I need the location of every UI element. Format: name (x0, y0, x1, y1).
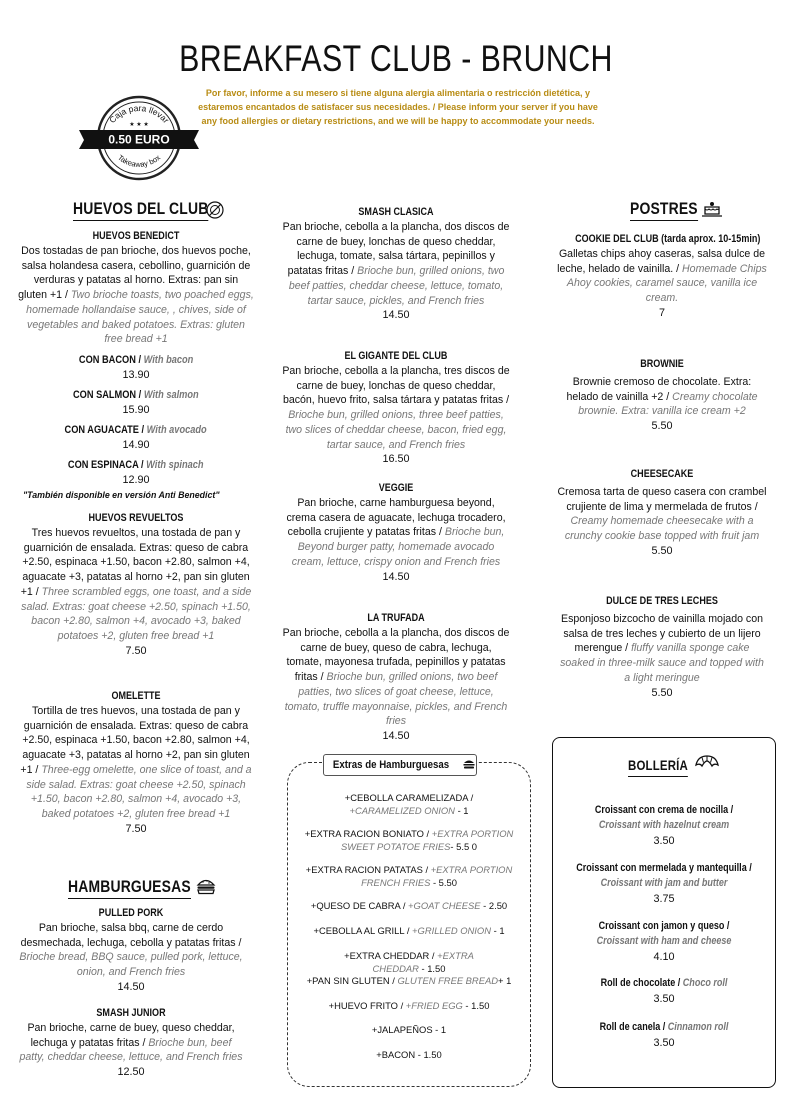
item-name: DULCE DE TRES LECHES (606, 595, 718, 607)
item-name: SMASH CLASICA (358, 206, 434, 218)
item-price: 14.50 (117, 980, 145, 993)
menu-item-trufada (282, 611, 510, 744)
item-name-en: Croissant with ham and cheese (596, 935, 732, 947)
extra-item: +EXTRA RACION PATATAS / +EXTRA PORTION FRENCH FRIES - 5.50 (305, 864, 513, 888)
allergy-line: any food allergies or dietary restrictions, and we will be happy to accommodate your needs. (201, 116, 595, 126)
item-description: Tortilla de tres huevos, una tostada de pan y guarnición de ensalada. Extras: queso de cabra +2.50, espinaca +1.50, bacon +2.80, salmon +4, aguacate +3, patatas al horno +2, pan sin gluten +1 / Three-egg omelette, one slice of toast, and a side salad. Extras: goat cheese +2.50, spinach +1.50, bacon +2.80, salmon +4, avocado +3, baked potatoes +2, gluten free bread +1 (20, 705, 252, 820)
section-heading-bolleria: BOLLERÍA (628, 755, 688, 777)
extras-title: Extras de Hamburguesas (323, 754, 477, 776)
takeaway-box-badge (79, 92, 199, 182)
item-name-en: Croissant with hazelnut cream (598, 819, 730, 831)
item-description: Pan brioche, salsa bbq, carne de cerdo desmechada, lechuga, cebolla y patatas fritas / Brioche bread, BBQ sauce, pulled pork, lettuce, onion, and French fries (19, 922, 243, 979)
item-name: HUEVOS REVUELTOS (88, 512, 184, 524)
item-description: Brownie cremoso de chocolate. Extra: helado de vainilla +2 / Creamy chocolate brownie. Extra: vanilla ice cream +2 (566, 376, 758, 418)
item-price: 12.50 (117, 1066, 145, 1079)
item-description: Esponjoso bizcocho de vainilla mojado con salsa de tres leches y cubierto de un lijero merengue / fluffy vanilla sponge cake soaked in three-milk sauce and topped with a light meringue (560, 613, 764, 684)
menu-item-gigante (282, 349, 510, 467)
cake-icon (701, 199, 723, 219)
bolleria-item (556, 976, 772, 1007)
extra-item: +BACON - 1.50 (376, 1049, 442, 1060)
menu-item-pulled-pork (18, 906, 244, 995)
item-name: Croissant con crema de nocilla / (594, 804, 734, 816)
menu-item-revueltos (18, 511, 254, 658)
variant-bacon: CON BACON / With bacon 13.90 (18, 350, 254, 383)
allergy-line: Por favor, informe a su mesero si tiene alguna alergia alimentaria o restricción dietética, y (205, 88, 591, 98)
item-name: Roll de chocolate / Choco roll (600, 977, 728, 989)
mini-burger-icon (463, 759, 475, 769)
item-description: Tres huevos revueltos, una tostada de pan y guarnición de ensalada. Extras: queso de cabra +2.50, espinaca +1.50, bacon +2.80, salmon +4, aguacate +3, patatas al horno +2, pan sin gluten +1 / Three scrambled eggs, one toast, and a side salad. Extras: goat cheese +2.50, spinach +1.50, bacon +2.80, salmon +4, avocado +3, baked potatoes +2, gluten free bread +1 (20, 527, 252, 642)
section-heading-hamburguesas: HAMBURGUESAS (68, 877, 191, 899)
item-price: 14.50 (382, 570, 410, 583)
variant-avocado: CON AGUACATE / With avocado 14.90 (18, 420, 254, 453)
menu-item-veggie (282, 481, 510, 584)
item-price: 7 (658, 306, 665, 319)
extra-item: +EXTRA RACION BONIATO / +EXTRA PORTION SWEET POTATOE FRIES- 5.5 0 (304, 828, 514, 852)
item-price: 15.90 (122, 404, 150, 416)
item-description: Galletas chips ahoy caseras, salsa dulce de leche, helado de vainilla. / Homemade Chips Ahoy cookies, caramel sauce, vanilla ice cream. (557, 248, 767, 305)
extra-item: +QUESO DE CABRA / +GOAT CHEESE - 2.50 (310, 900, 508, 911)
item-price: 3.50 (653, 1037, 675, 1049)
menu-item-tres-leches (556, 594, 768, 700)
item-name: CHEESECAKE (630, 468, 694, 480)
badge-bottom-text: Takeaway box (115, 152, 163, 169)
item-price: 5.50 (651, 420, 673, 433)
item-description: Dos tostadas de pan brioche, dos huevos poche, salsa holandesa casera, cebollino, guarnición de verduras y patatas al horno. Extras: pan sin gluten +1 / Two brioche toasts, two poached eggs, homemade hollandaise sauce, , chives, side of vegetables and baked potatoes. Extras: gluten free bread +1 (18, 245, 254, 346)
item-name: Croissant con jamon y queso / (598, 920, 730, 932)
menu-item-cookie (556, 232, 768, 321)
item-name: Croissant con mermelada y mantequilla / (576, 862, 752, 874)
section-heading-postres: POSTRES (630, 199, 698, 221)
bolleria-item (556, 803, 772, 849)
extra-item: +HUEVO FRITO / +FRIED EGG - 1.50 (328, 1000, 490, 1011)
item-name: BROWNIE (640, 358, 684, 370)
item-price: 5.50 (651, 544, 673, 557)
item-description: Pan brioche, cebolla a la plancha, tres discos de carne de buey, lonchas de queso cheddar, bacón, huevo frito, salsa tártara y patatas fritas / Brioche bun, grilled onions, three beef patties, two slices of cheddar cheese, bacon, fried egg, tartar sauce, and French fries (282, 365, 510, 451)
item-price: 14.50 (382, 729, 410, 742)
variant-spinach: CON ESPINACA / With spinach 12.90 (18, 455, 254, 488)
page-title: BREAKFAST CLUB - BRUNCH (179, 38, 613, 79)
item-price: 3.50 (653, 993, 675, 1005)
badge-stars: ★ ★ ★ (129, 122, 149, 128)
item-name: OMELETTE (111, 690, 161, 702)
croissant-icon (694, 753, 720, 773)
extra-item: +JALAPEÑOS - 1 (371, 1024, 447, 1035)
item-name: EL GIGANTE DEL CLUB (344, 350, 448, 362)
item-price: 3.50 (653, 835, 675, 847)
item-name-en: Croissant with jam and butter (600, 877, 728, 889)
plate-icon (206, 201, 224, 219)
item-price: 14.90 (122, 439, 150, 451)
extra-item: +PAN SIN GLUTEN / GLUTEN FREE BREAD+ 1 (306, 975, 512, 986)
menu-item-smash-junior (18, 1006, 244, 1080)
item-name: SMASH JUNIOR (96, 1007, 166, 1019)
bolleria-item (556, 919, 772, 965)
bolleria-item (556, 1020, 772, 1051)
item-name: Roll de canela / Cinnamon roll (599, 1021, 729, 1033)
item-name: COOKIE DEL CLUB (tarda aprox. 10-15min) (575, 233, 761, 245)
item-price: 7.50 (125, 644, 147, 657)
item-name: LA TRUFADA (367, 612, 425, 624)
item-description: Cremosa tarta de queso casera con crambel crujiente de lima y mermelada de frutos / Creamy homemade cheesecake with a crunchy cookie base topped with fruit jam (557, 486, 767, 543)
badge-top-text: Caja para llevar (107, 103, 172, 126)
menu-item-brownie (556, 357, 768, 434)
badge-price: 0.50 EURO (108, 132, 170, 147)
item-price: 14.50 (382, 309, 410, 322)
item-description: Pan brioche, carne de buey, queso cheddar, lechuga y patatas fritas / Brioche bun, beef patty, cheddar cheese, lettuce, and French fries (19, 1022, 243, 1064)
menu-item-smash-clasica (282, 205, 510, 323)
item-name: VEGGIE (378, 482, 414, 494)
item-price: 7.50 (125, 822, 147, 835)
menu-item-omelette (18, 689, 254, 836)
menu-item-cheesecake (556, 467, 768, 559)
allergy-notice (196, 86, 600, 128)
section-heading-huevos: HUEVOS DEL CLUB (73, 199, 208, 221)
item-name: PULLED PORK (98, 907, 164, 919)
bolleria-item (556, 861, 772, 907)
item-name: HUEVOS BENEDICT (92, 230, 180, 242)
extra-item: +CEBOLLA AL GRILL / +GRILLED ONION - 1 (313, 925, 505, 936)
item-description: Pan brioche, carne hamburguesa beyond, crema casera de aguacate, lechuga trocadero, cebolla crujiente y patatas fritas / Brioche bun, Beyond burger patty, homemade avocado cream, lettuce, crispy onion and French fries (286, 497, 506, 568)
burger-icon (196, 877, 216, 895)
item-price: 3.75 (653, 893, 675, 905)
item-price: 12.90 (122, 474, 150, 486)
extra-item: +CEBOLLA CARAMELIZADA / +CARAMELIZED ONION - 1 (344, 792, 474, 816)
allergy-line: estaremos encantados de satisfacer sus necesidades. / Please inform your server if you have (198, 102, 598, 112)
variant-salmon: CON SALMON / With salmon 15.90 (18, 385, 254, 418)
menu-item-benedict (18, 229, 254, 347)
item-price: 16.50 (382, 453, 410, 466)
item-description: Pan brioche, cebolla a la plancha, dos discos de carne de buey, lonchas de queso cheddar, lechuga, tomate, salsa tártara, pepinillos y patatas fritas / Brioche bun, grilled onions, two beef patties, cheddar cheese, lettuce, tomato, tartar sauce, pickles, and French fries (282, 221, 510, 307)
anti-benedict-note: "También disponible en versión Anti Benedict" (23, 490, 220, 501)
item-price: 4.10 (653, 951, 675, 963)
extra-item: +EXTRA CHEDDAR / +EXTRA CHEDDAR - 1.50 (344, 950, 474, 974)
item-price: 5.50 (651, 686, 673, 699)
item-price: 13.90 (122, 369, 150, 381)
item-description: Pan brioche, cebolla a la plancha, dos discos de carne de buey, queso de cabra, lechuga, tomate, mayonesa trufada, pepinillos y patatas fritas / Brioche bun, grilled onions, two beef patties, two slices of goat cheese, lettuce, tomato, truffle mayonnaise, pickles, and French fries (282, 627, 510, 728)
